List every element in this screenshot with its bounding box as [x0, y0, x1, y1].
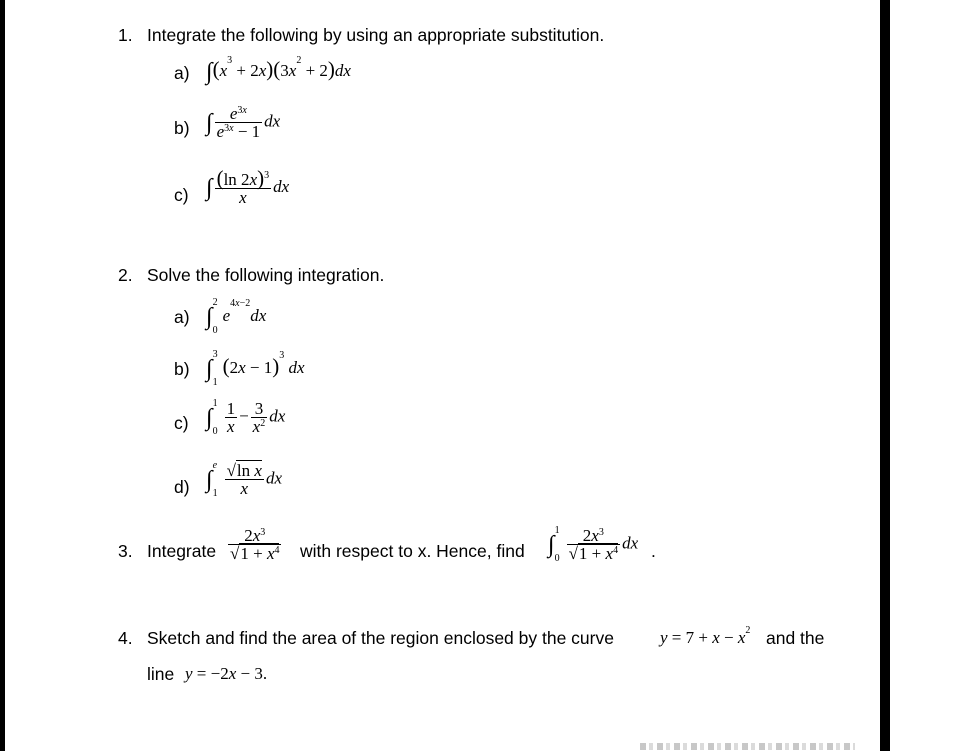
q3-text-before: Integrate	[147, 541, 217, 561]
q2-heading: Solve the following integration.	[147, 265, 385, 285]
q4-number: 4.	[118, 628, 133, 648]
q2c-label: c)	[174, 413, 189, 433]
q2b-expression: ∫ 3 1 $(2x - 1)^3$ dx	[206, 349, 305, 388]
q1c-expression: ∫ $\frac{(\ln 2x)^3}{x}$ dx	[206, 166, 290, 207]
q1-heading: Integrate the following by using an appropriate substitution.	[147, 25, 605, 45]
q1a-expression: $\int(x^3 + 2x)(3x^2 + 2)dx$	[206, 55, 351, 86]
q2a-expression: ∫ 2 0 $e^{4x-2}dx$	[206, 297, 267, 336]
q4-curve-equation: $y = 7 + x - x^2$	[660, 625, 751, 647]
q1a-label: a)	[174, 63, 190, 83]
q3-text-middle: with respect to x. Hence, find	[300, 541, 525, 561]
q4-line1: Sketch and find the area of the region enclosed by the curve	[147, 628, 614, 648]
footer-faint-text	[640, 743, 855, 750]
q4-line1-end: and the	[766, 628, 825, 648]
left-page-border	[0, 0, 5, 751]
q4-line2-start: line	[147, 664, 175, 684]
q2b-label: b)	[174, 359, 190, 379]
q1b-label: b)	[174, 118, 190, 138]
q3-definite-integral: ∫ 1 0 $\frac{2x^3}{√1 + x^4}$ dx	[548, 524, 639, 564]
q2-number: 2.	[118, 265, 133, 285]
q4-line-equation: y = −2x − 3.	[185, 664, 268, 683]
q3-number: 3.	[118, 541, 133, 561]
q1c-label: c)	[174, 185, 189, 205]
q2a-label: a)	[174, 307, 190, 327]
q1-number: 1.	[118, 25, 133, 45]
right-page-border	[880, 0, 890, 751]
q2d-expression: ∫ e 1 $\frac{\text{√ln x}}{x}$ dx	[206, 459, 282, 499]
q3-text-after: .	[651, 541, 656, 561]
q1b-expression: ∫ $\frac{e^{3x}}{e^{3x} - 1}$ dx	[206, 104, 281, 141]
q2c-expression: ∫ 1 0 $\frac{1}{x}$ − $\frac{3}{x^2}$ dx	[206, 397, 286, 437]
q3-integrand: $\frac{2x^3}{√1 + x^4}$	[230, 526, 280, 563]
q2d-label: d)	[174, 477, 190, 497]
